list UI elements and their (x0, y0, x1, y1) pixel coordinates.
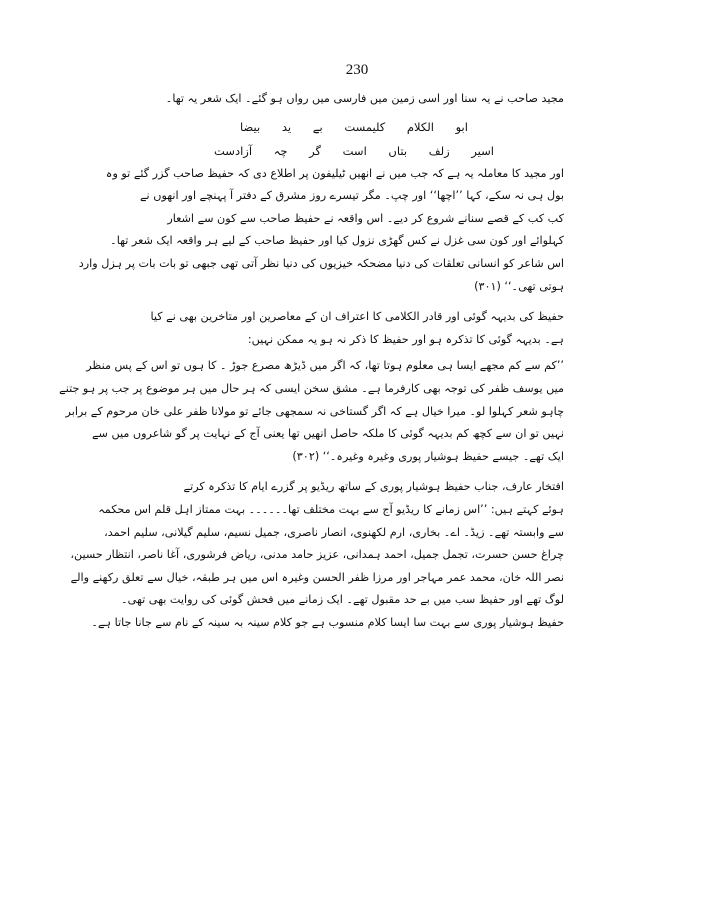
quote-line: ایک تھے۔ جیسے حفیظ ہوشیار پوری وغیرہ وغیرہ۔‘‘ (۳۰۲) (292, 449, 564, 463)
urdu-body-text (59, 88, 564, 634)
quote-line: میں یوسف ظفر کی توجہ بھی کارفرما ہے۔ مشق سخن ایسی کہ ہر حال میں ہر موضوع پر جب پر ہو جتنے (59, 381, 564, 395)
paragraph-line: چراغ حسن حسرت، تجمل جمیل، احمد ہمدانی، عزیز حامد مدنی، ریاض فرشوری، آغا ناصر، انتظار حسین، (70, 548, 564, 562)
paragraph-line: افتخار عارف، جناب حفیظ ہوشیار پوری کے ساتھ ریڈیو پر گزرے ایام کا تذکرہ کرتے (183, 480, 564, 494)
paragraph-line: حفیظ ہوشیار پوری سے بہت سا ایسا کلام منسوب ہے جو کلام سینہ بہ سینہ کے نام سے جانا جاتا ہے۔ (91, 615, 564, 629)
paragraph-line: سے وابستہ تھے۔ زیڈ۔ اے۔ بخاری، ارم لکھنوی، انصار ناصری، جمیل نسیم، سلیم گیلانی، سلیم احمد، (104, 525, 564, 539)
paragraph-line: ہوئے کہتے ہیں: ’’اس زمانے کا ریڈیو آج سے بہت مختلف تھا۔۔۔۔۔۔ بہت ممتاز اہل قلم اس محکمہ (98, 502, 564, 516)
paragraph-line: کب کب کے قصے سنانے شروع کر دیے۔ اس واقعہ نے حفیظ صاحب سے کون سے اشعار (167, 211, 564, 225)
paragraph-line: نصر اللہ خان، محمد عمر مہاجر اور مرزا ظفر الحسن وغیرہ اس میں ہر طبقہ، خیال سے تعلق رکھنے والے (70, 570, 564, 584)
paragraph-line: لوگ تھے اور حفیظ سب میں بے حد مقبول تھے۔ ایک زمانے میں فحش گوئی کی روایت بھی تھی۔ (121, 593, 564, 607)
paragraph-line: بول ہی نہ سکے، کہا ’’اچھا‘‘ اور چپ۔ مگر تیسرے روز مشرق کے دفتر آ پہنچے اور انھوں نے (140, 189, 564, 203)
paragraph-line: اس شاعر کو انسانی تعلقات کی دنیا مضحکہ خیزیوں کی دنیا نظر آتی تھی جبھی تو بات بات پر ہزل وارد (78, 256, 564, 270)
paragraph-line: ہے۔ بدیہہ گوئی کا تذکرہ ہو اور حفیظ کا ذکر نہ ہو یہ ممکن نہیں: (247, 332, 564, 346)
quote-line: چاہو شعر کہلوا لو۔ میرا خیال ہے کہ اگر گستاخی نہ سمجھی جائے تو مولانا ظفر علی خان مرحوم کے برابر (65, 404, 564, 418)
paragraph-line: ہوتی تھی۔‘‘ (۳۰۱) (474, 279, 564, 293)
verse-line-2: اسیر زلف بتاں است گر چہ آزادست (214, 143, 494, 158)
quote-line: نہیں تو ان سے کچھ کم بدیہہ گوئی کا ملکہ حاصل انھیں تھا یعنی آج کے نہایت پر گو شاعروں میں سے (92, 427, 564, 441)
page-number: 230 (345, 62, 369, 78)
verse-line-1: ابو الکلام کلیمست بے ید بیضا (240, 119, 468, 134)
paragraph-line: اور مجید کا معاملہ یہ ہے کہ جب میں نے انھیں ٹیلیفون پر اطلاع دی کہ حفیظ صاحب گزر گئے تو وہ (105, 166, 564, 180)
quote-line: ’’کم سے کم مجھے ایسا ہی معلوم ہوتا تھا، کہ اگر میں ڈیڑھ مصرع جوڑ ۔ کا ہوں تو اس کے پس منظر (86, 359, 564, 373)
paragraph-line: کہلوائے اور کون سی غزل نے کس گھڑی نزول کیا اور حفیظ صاحب کے لیے ہر واقعہ ایک شعر تھا۔ (110, 234, 564, 248)
intro-line: مجید صاحب نے یہ سنا اور اسی زمین میں فارسی میں رواں ہو گئے۔ ایک شعر یہ تھا۔ (165, 92, 564, 105)
paragraph-line: حفیظ کی بدیہہ گوئی اور قادر الکلامی کا اعتراف ان کے معاصرین اور متاخرین بھی نے کیا (150, 310, 564, 324)
